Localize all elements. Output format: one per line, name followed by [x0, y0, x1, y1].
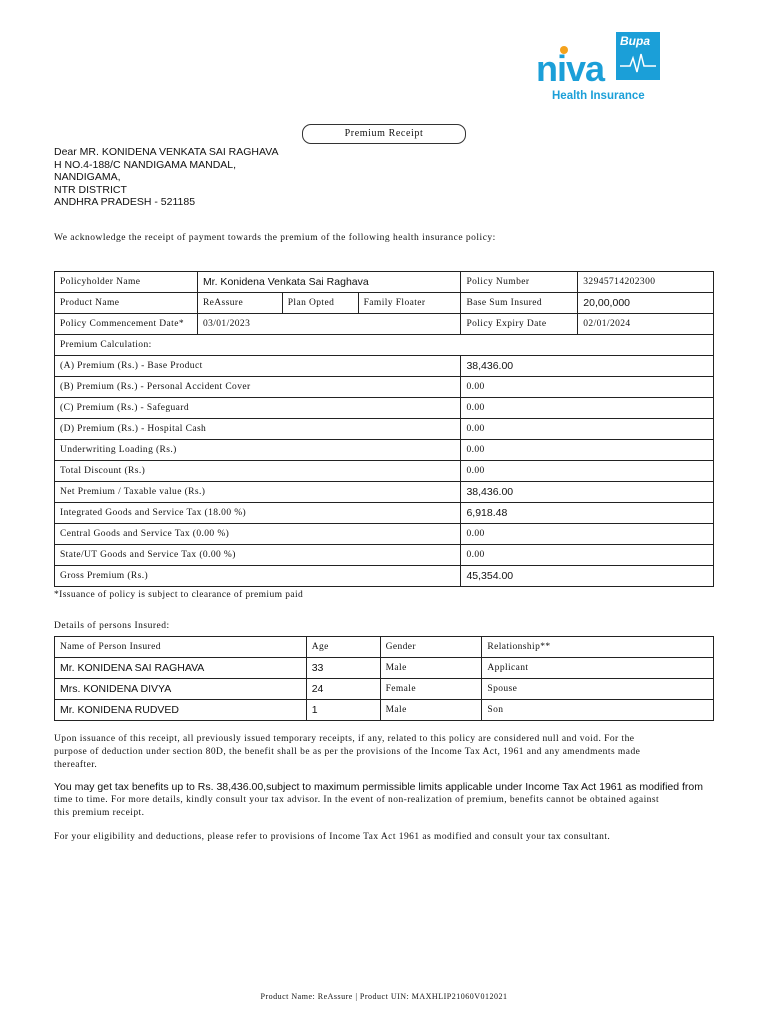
product-name-value: ReAssure: [197, 293, 282, 314]
address-line: NANDIGAMA,: [54, 171, 121, 183]
tax-benefit-note: [54, 781, 703, 820]
logo-partner: Bupa: [620, 34, 650, 48]
insured-name: Mr. KONIDENA RUDVED: [55, 700, 307, 721]
column-header: Name of Person Insured: [55, 637, 307, 658]
premium-value: 0.00: [461, 398, 714, 419]
premium-value: 0.00: [461, 524, 714, 545]
premium-row: [55, 545, 714, 566]
insured-relationship: Applicant: [482, 658, 714, 679]
premium-value: 38,436.00: [461, 482, 714, 503]
premium-label: Gross Premium (Rs.): [55, 566, 461, 587]
niva-bupa-logo: [532, 30, 672, 106]
premium-value: 45,354.00: [461, 566, 714, 587]
premium-label: State/UT Goods and Service Tax (0.00 %): [55, 545, 461, 566]
premium-row: [55, 566, 714, 587]
expiry-value: 02/01/2024: [578, 314, 714, 335]
paragraph-line: Upon issuance of this receipt, all previously issued temporary receipts, if any, related to this policy are considered null and void. For the: [54, 734, 635, 744]
insured-age: 1: [306, 700, 380, 721]
expiry-label: Policy Expiry Date: [461, 314, 578, 335]
policy-number-label: Policy Number: [461, 272, 578, 293]
premium-value: 38,436.00: [461, 356, 714, 377]
table-header-row: [55, 637, 714, 658]
paragraph-line: thereafter.: [54, 760, 98, 770]
premium-row: [55, 440, 714, 461]
table-row: [55, 658, 714, 679]
premium-row: [55, 482, 714, 503]
premium-value: 6,918.48: [461, 503, 714, 524]
premium-row: [55, 524, 714, 545]
premium-value: 0.00: [461, 461, 714, 482]
premium-row: [55, 461, 714, 482]
issuance-note: *Issuance of policy is subject to clearance of premium paid: [54, 590, 304, 600]
receipt-title: Premium Receipt: [302, 124, 466, 144]
policy-table: [54, 271, 714, 587]
insured-relationship: Son: [482, 700, 714, 721]
premium-row: [55, 356, 714, 377]
plan-opted-label: Plan Opted: [282, 293, 358, 314]
premium-row: [55, 503, 714, 524]
sum-insured-label: Base Sum Insured: [461, 293, 578, 314]
premium-label: Net Premium / Taxable value (Rs.): [55, 482, 461, 503]
premium-row: [55, 419, 714, 440]
premium-row: [55, 398, 714, 419]
paragraph-line: time to time. For more details, kindly consult your tax advisor. In the event of non-realization of premium, benefits cannot be obtained against: [54, 795, 660, 805]
premium-heading: Premium Calculation:: [55, 335, 714, 356]
paragraph-line: purpose of deduction under section 80D, the benefit shall be as per the provisions of the Income Tax Act, 1961 and any amendments made: [54, 747, 641, 757]
address-line: H NO.4-188/C NANDIGAMA MANDAL,: [54, 158, 237, 171]
paragraph-line: For your eligibility and deductions, please refer to provisions of Income Tax Act 1961 as modified and consult your tax consultant.: [54, 832, 611, 842]
acknowledgement-text: We acknowledge the receipt of payment towards the premium of the following health insurance policy:: [54, 233, 496, 243]
insured-name: Mr. KONIDENA SAI RAGHAVA: [55, 658, 307, 679]
sum-insured-value: 20,00,000: [578, 293, 714, 314]
column-header: Age: [306, 637, 380, 658]
eligibility-note: [54, 831, 610, 844]
commencement-value: 03/01/2023: [197, 314, 461, 335]
premium-label: (D) Premium (Rs.) - Hospital Cash: [55, 419, 461, 440]
policyholder-value: Mr. Konidena Venkata Sai Raghava: [197, 272, 461, 293]
premium-row: [55, 377, 714, 398]
premium-label: Central Goods and Service Tax (0.00 %): [55, 524, 461, 545]
insured-age: 24: [306, 679, 380, 700]
insured-relationship: Spouse: [482, 679, 714, 700]
bupa-badge: [616, 32, 660, 80]
insured-gender: Male: [380, 658, 482, 679]
insured-gender: Male: [380, 700, 482, 721]
table-row: [55, 335, 714, 356]
premium-label: (C) Premium (Rs.) - Safeguard: [55, 398, 461, 419]
logo-tagline: Health Insurance: [552, 90, 645, 102]
policy-number-value: 32945714202300: [578, 272, 714, 293]
commencement-label: Policy Commencement Date*: [55, 314, 198, 335]
premium-value: 0.00: [461, 419, 714, 440]
column-header: Gender: [380, 637, 482, 658]
premium-value: 0.00: [461, 440, 714, 461]
table-row: [55, 272, 714, 293]
logo-brand: niva: [536, 48, 605, 89]
address-line: NTR DISTRICT: [54, 183, 127, 196]
plan-opted-value: Family Floater: [358, 293, 461, 314]
receipt-disclaimer: [54, 733, 640, 772]
premium-value: 0.00: [461, 545, 714, 566]
premium-label: (A) Premium (Rs.) - Base Product: [55, 356, 461, 377]
column-header: Relationship**: [482, 637, 714, 658]
premium-label: (B) Premium (Rs.) - Personal Accident Cover: [55, 377, 461, 398]
table-row: [55, 700, 714, 721]
premium-value: 0.00: [461, 377, 714, 398]
persons-table: [54, 636, 714, 721]
tax-benefit-lead: You may get tax benefits up to Rs. 38,436.00,subject to maximum permissible limits applicable under Income Tax Act 1961 as modified from: [54, 781, 704, 793]
table-row: [55, 314, 714, 335]
premium-label: Total Discount (Rs.): [55, 461, 461, 482]
insured-gender: Female: [380, 679, 482, 700]
footer-product-info: Product Name: ReAssure | Product UIN: MAXHLIP21060V012021: [260, 992, 508, 1001]
premium-label: Underwriting Loading (Rs.): [55, 440, 461, 461]
table-row: [55, 679, 714, 700]
premium-label: Integrated Goods and Service Tax (18.00 %): [55, 503, 461, 524]
table-row: [55, 293, 714, 314]
heartbeat-icon: [620, 52, 656, 74]
address-line: ANDHRA PRADESH - 521185: [54, 196, 196, 208]
paragraph-line: this premium receipt.: [54, 808, 145, 818]
policyholder-label: Policyholder Name: [55, 272, 198, 293]
persons-heading: Details of persons Insured:: [54, 621, 170, 631]
address-line: Dear MR. KONIDENA VENKATA SAI RAGHAVA: [54, 146, 279, 158]
product-name-label: Product Name: [55, 293, 198, 314]
insured-name: Mrs. KONIDENA DIVYA: [55, 679, 307, 700]
insured-age: 33: [306, 658, 380, 679]
recipient-address: [54, 146, 278, 209]
